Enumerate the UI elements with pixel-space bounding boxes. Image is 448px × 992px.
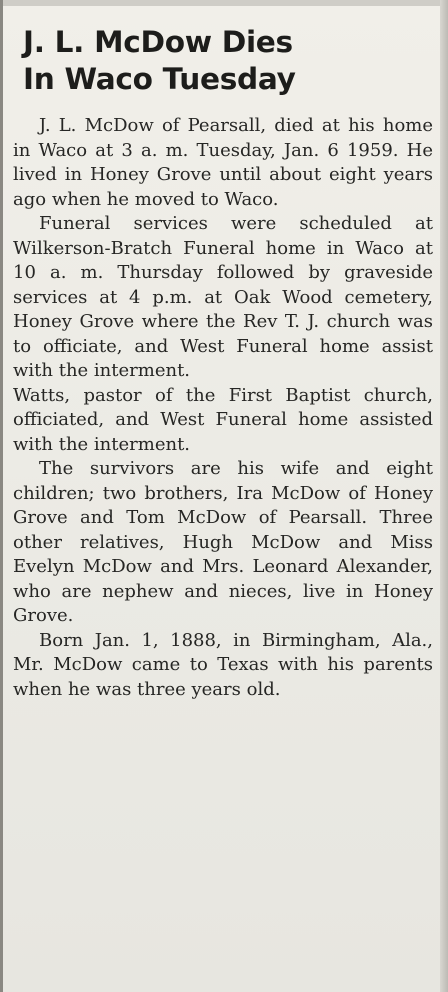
headline-line-1: J. L. McDow Dies xyxy=(23,25,293,59)
paragraph-officiant: Watts, pastor of the First Baptist church, officiated, and West Funeral home assisted with the interment. xyxy=(13,384,433,455)
article-headline xyxy=(23,24,431,98)
paragraph-funeral-services: Funeral services were scheduled at Wilkerson-Bratch Funeral home in Waco at 10 a. m. Thursday followed by graveside services at 4 p.m. at Oak Wood cemetery, Honey Grove where the Rev T. J. church was to officiate, and West Funeral home assist with the interment. xyxy=(13,213,433,381)
headline-line-2: In Waco Tuesday xyxy=(23,62,296,96)
paragraph-biography: Born Jan. 1, 1888, in Birmingham, Ala., Mr. McDow came to Texas with his parents when he was three years old. xyxy=(13,629,433,700)
clipping-top-edge xyxy=(3,0,448,6)
clipping-right-edge xyxy=(440,0,448,992)
article-body xyxy=(13,114,433,702)
paragraph-death-notice: J. L. McDow of Pearsall, died at his home in Waco at 3 a. m. Tuesday, Jan. 6 1959. He lived in Honey Grove until about eight years ago when he moved to Waco. xyxy=(13,115,433,210)
paragraph-survivors: The survivors are his wife and eight children; two brothers, Ira McDow of Honey Grove and Tom McDow of Pearsall. Three other relatives, Hugh McDow and Miss Evelyn McDow and Mrs. Leonard Alexander, who are nephew and nieces, live in Honey Grove. xyxy=(13,458,433,626)
